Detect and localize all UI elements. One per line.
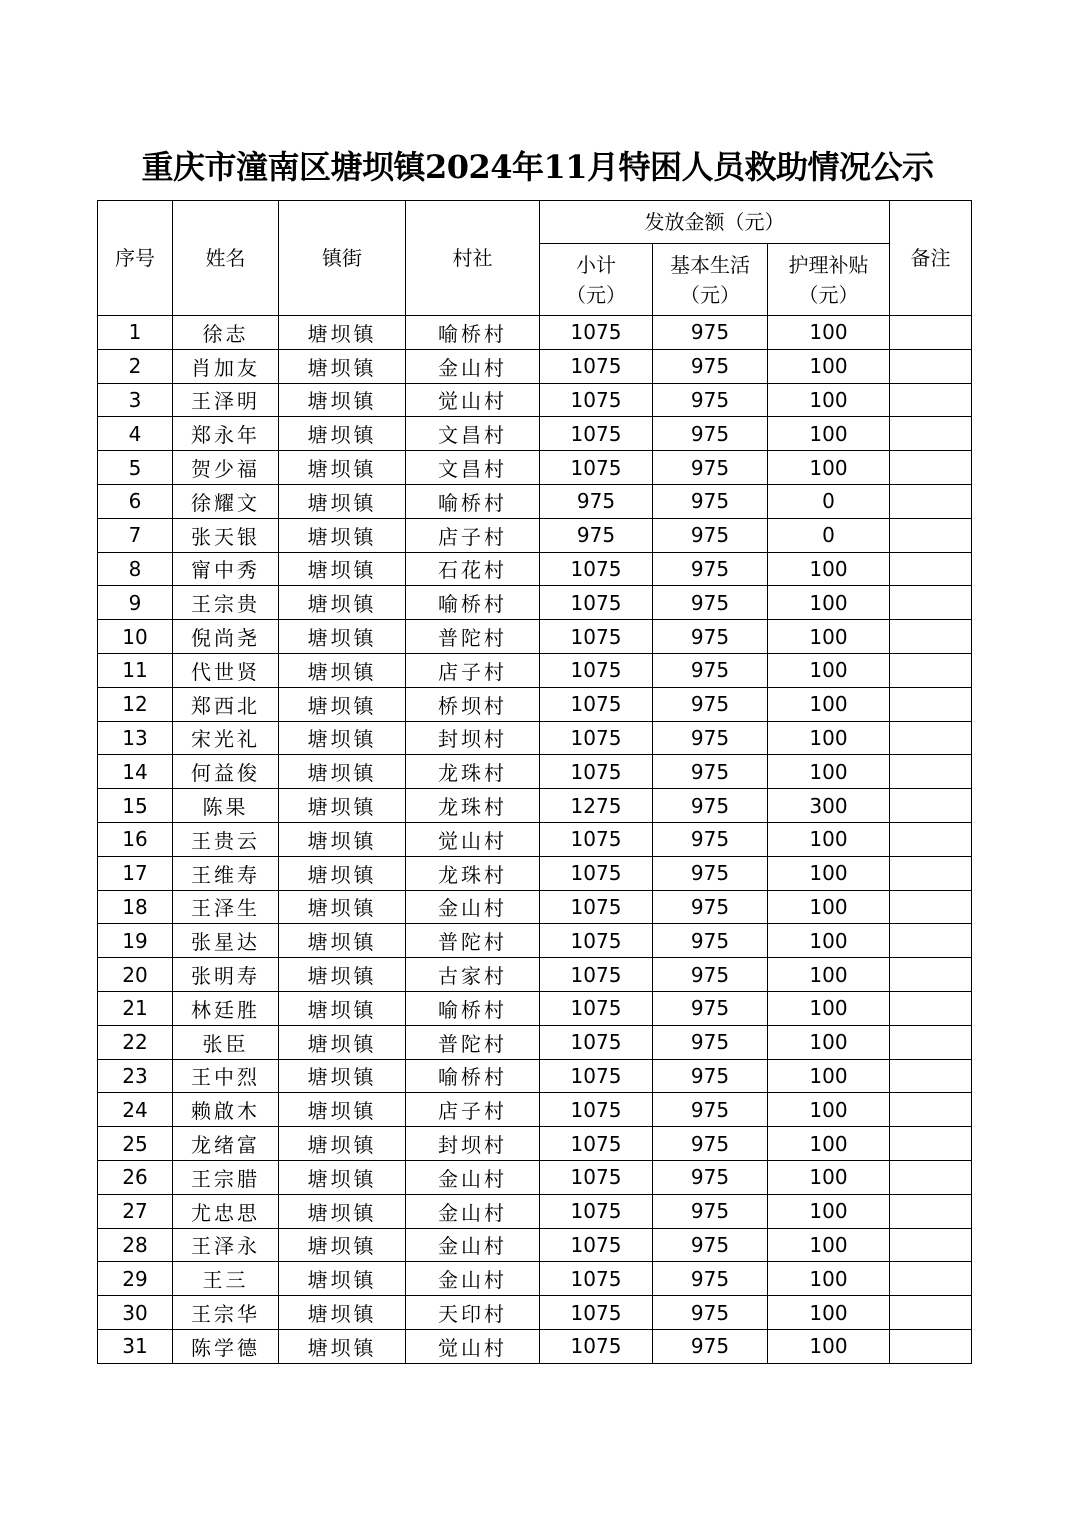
table-row (98, 856, 972, 890)
cell-town: 塘坝镇 (279, 1194, 406, 1228)
cell-remark (890, 518, 972, 552)
cell-care: 0 (768, 484, 890, 518)
cell-town: 塘坝镇 (279, 789, 406, 823)
cell-name: 王三 (173, 1262, 279, 1296)
cell-care: 100 (768, 1160, 890, 1194)
cell-name: 林廷胜 (173, 991, 279, 1025)
cell-basic: 975 (653, 653, 768, 687)
table-row (98, 1329, 972, 1363)
cell-remark (890, 924, 972, 958)
table-body (98, 316, 972, 1364)
cell-basic: 975 (653, 890, 768, 924)
cell-name: 龙绪富 (173, 1127, 279, 1161)
cell-remark (890, 1296, 972, 1330)
table-row (98, 1262, 972, 1296)
cell-remark (890, 1194, 972, 1228)
cell-town: 塘坝镇 (279, 383, 406, 417)
cell-care: 100 (768, 890, 890, 924)
cell-remark (890, 1059, 972, 1093)
cell-remark (890, 1160, 972, 1194)
cell-seq: 15 (98, 789, 173, 823)
cell-care: 100 (768, 1127, 890, 1161)
cell-subtotal: 1075 (540, 924, 653, 958)
cell-subtotal: 1075 (540, 1194, 653, 1228)
table-row (98, 1025, 972, 1059)
cell-name: 郑永年 (173, 417, 279, 451)
header-amount-group: 发放金额（元） (540, 201, 890, 244)
cell-seq: 22 (98, 1025, 173, 1059)
cell-seq: 19 (98, 924, 173, 958)
cell-remark (890, 349, 972, 383)
cell-seq: 28 (98, 1228, 173, 1262)
cell-name: 甯中秀 (173, 552, 279, 586)
cell-care: 100 (768, 653, 890, 687)
cell-subtotal: 1075 (540, 417, 653, 451)
cell-basic: 975 (653, 518, 768, 552)
cell-village: 喻桥村 (406, 991, 540, 1025)
cell-care: 100 (768, 383, 890, 417)
cell-village: 天印村 (406, 1296, 540, 1330)
cell-village: 觉山村 (406, 822, 540, 856)
cell-remark (890, 890, 972, 924)
cell-subtotal: 1075 (540, 1025, 653, 1059)
table-row (98, 890, 972, 924)
cell-town: 塘坝镇 (279, 890, 406, 924)
cell-town: 塘坝镇 (279, 1160, 406, 1194)
table-row (98, 552, 972, 586)
cell-basic: 975 (653, 383, 768, 417)
header-remark: 备注 (890, 201, 972, 316)
cell-seq: 24 (98, 1093, 173, 1127)
cell-town: 塘坝镇 (279, 620, 406, 654)
cell-name: 王宗贵 (173, 586, 279, 620)
cell-seq: 13 (98, 721, 173, 755)
cell-town: 塘坝镇 (279, 822, 406, 856)
cell-subtotal: 1075 (540, 1160, 653, 1194)
cell-care: 100 (768, 417, 890, 451)
cell-basic: 975 (653, 552, 768, 586)
header-basic-unit: （元） (680, 282, 740, 307)
header-care (768, 244, 890, 316)
cell-subtotal: 1075 (540, 383, 653, 417)
cell-name: 陈果 (173, 789, 279, 823)
cell-basic: 975 (653, 1194, 768, 1228)
cell-care: 100 (768, 586, 890, 620)
cell-seq: 3 (98, 383, 173, 417)
cell-village: 喻桥村 (406, 316, 540, 350)
cell-subtotal: 1075 (540, 620, 653, 654)
cell-town: 塘坝镇 (279, 924, 406, 958)
cell-town: 塘坝镇 (279, 991, 406, 1025)
table-row (98, 789, 972, 823)
cell-town: 塘坝镇 (279, 451, 406, 485)
table-row (98, 1228, 972, 1262)
cell-basic: 975 (653, 856, 768, 890)
cell-name: 倪尚尧 (173, 620, 279, 654)
header-basic (653, 244, 768, 316)
cell-basic: 975 (653, 822, 768, 856)
cell-subtotal: 1075 (540, 687, 653, 721)
cell-village: 觉山村 (406, 1329, 540, 1363)
cell-care: 100 (768, 451, 890, 485)
cell-village: 封坝村 (406, 721, 540, 755)
table-row (98, 991, 972, 1025)
table-header (98, 201, 972, 316)
cell-seq: 6 (98, 484, 173, 518)
cell-subtotal: 1075 (540, 316, 653, 350)
header-subtotal (540, 244, 653, 316)
table-row (98, 620, 972, 654)
cell-seq: 23 (98, 1059, 173, 1093)
cell-subtotal: 1075 (540, 349, 653, 383)
cell-name: 王宗华 (173, 1296, 279, 1330)
table-row (98, 484, 972, 518)
cell-care: 100 (768, 856, 890, 890)
table-row (98, 1194, 972, 1228)
cell-seq: 31 (98, 1329, 173, 1363)
cell-village: 金山村 (406, 1262, 540, 1296)
cell-name: 王泽生 (173, 890, 279, 924)
cell-basic: 975 (653, 721, 768, 755)
cell-care: 100 (768, 1296, 890, 1330)
cell-subtotal: 1075 (540, 451, 653, 485)
cell-care: 100 (768, 316, 890, 350)
page-title: 重庆市潼南区塘坝镇2024年11月特困人员救助情况公示 (141, 148, 934, 186)
cell-name: 贺少福 (173, 451, 279, 485)
header-basic-label: 基本生活 (670, 252, 750, 277)
cell-basic: 975 (653, 620, 768, 654)
cell-subtotal: 1075 (540, 856, 653, 890)
cell-name: 王宗腊 (173, 1160, 279, 1194)
cell-basic: 975 (653, 687, 768, 721)
cell-village: 喻桥村 (406, 586, 540, 620)
cell-basic: 975 (653, 349, 768, 383)
cell-subtotal: 1075 (540, 755, 653, 789)
cell-care: 100 (768, 552, 890, 586)
cell-remark (890, 1228, 972, 1262)
cell-town: 塘坝镇 (279, 552, 406, 586)
cell-town: 塘坝镇 (279, 721, 406, 755)
cell-remark (890, 653, 972, 687)
table-row (98, 1059, 972, 1093)
cell-village: 文昌村 (406, 451, 540, 485)
header-subtotal-label: 小计 (576, 252, 616, 277)
cell-village: 普陀村 (406, 924, 540, 958)
cell-seq: 26 (98, 1160, 173, 1194)
cell-basic: 975 (653, 586, 768, 620)
cell-name: 尤忠思 (173, 1194, 279, 1228)
cell-subtotal: 1075 (540, 890, 653, 924)
cell-subtotal: 1075 (540, 1228, 653, 1262)
cell-care: 100 (768, 721, 890, 755)
cell-subtotal: 1075 (540, 991, 653, 1025)
table-row (98, 451, 972, 485)
cell-town: 塘坝镇 (279, 1262, 406, 1296)
header-seq: 序号 (98, 201, 173, 316)
cell-village: 封坝村 (406, 1127, 540, 1161)
cell-name: 王中烈 (173, 1059, 279, 1093)
cell-village: 喻桥村 (406, 484, 540, 518)
cell-name: 张明寿 (173, 958, 279, 992)
cell-basic: 975 (653, 1059, 768, 1093)
cell-seq: 5 (98, 451, 173, 485)
cell-village: 文昌村 (406, 417, 540, 451)
cell-village: 普陀村 (406, 1025, 540, 1059)
cell-remark (890, 1262, 972, 1296)
cell-name: 何益俊 (173, 755, 279, 789)
cell-town: 塘坝镇 (279, 1228, 406, 1262)
cell-care: 300 (768, 789, 890, 823)
table-row (98, 1160, 972, 1194)
cell-basic: 975 (653, 1093, 768, 1127)
cell-care: 100 (768, 687, 890, 721)
cell-seq: 30 (98, 1296, 173, 1330)
cell-town: 塘坝镇 (279, 1329, 406, 1363)
header-village: 村社 (406, 201, 540, 316)
cell-remark (890, 687, 972, 721)
cell-remark (890, 721, 972, 755)
cell-remark (890, 822, 972, 856)
cell-remark (890, 383, 972, 417)
cell-subtotal: 1075 (540, 1093, 653, 1127)
header-subtotal-unit: （元） (566, 282, 626, 307)
cell-name: 宋光礼 (173, 721, 279, 755)
cell-seq: 20 (98, 958, 173, 992)
cell-basic: 975 (653, 451, 768, 485)
cell-seq: 12 (98, 687, 173, 721)
table-row (98, 755, 972, 789)
cell-subtotal: 1075 (540, 721, 653, 755)
cell-village: 龙珠村 (406, 856, 540, 890)
cell-name: 肖加友 (173, 349, 279, 383)
cell-basic: 975 (653, 1329, 768, 1363)
cell-village: 金山村 (406, 349, 540, 383)
cell-seq: 14 (98, 755, 173, 789)
cell-basic: 975 (653, 1296, 768, 1330)
cell-remark (890, 417, 972, 451)
header-care-label: 护理补贴 (788, 252, 869, 277)
cell-care: 100 (768, 1262, 890, 1296)
table-row (98, 349, 972, 383)
table-row (98, 417, 972, 451)
cell-remark (890, 856, 972, 890)
cell-name: 张臣 (173, 1025, 279, 1059)
cell-village: 桥坝村 (406, 687, 540, 721)
cell-care: 100 (768, 822, 890, 856)
table-row (98, 316, 972, 350)
cell-care: 100 (768, 1194, 890, 1228)
table-row (98, 1296, 972, 1330)
cell-basic: 975 (653, 417, 768, 451)
cell-basic: 975 (653, 1160, 768, 1194)
cell-town: 塘坝镇 (279, 1093, 406, 1127)
cell-remark (890, 1329, 972, 1363)
cell-remark (890, 1127, 972, 1161)
cell-care: 100 (768, 1329, 890, 1363)
cell-seq: 9 (98, 586, 173, 620)
cell-village: 龙珠村 (406, 789, 540, 823)
cell-subtotal: 975 (540, 518, 653, 552)
cell-seq: 27 (98, 1194, 173, 1228)
cell-name: 王泽明 (173, 383, 279, 417)
cell-village: 金山村 (406, 890, 540, 924)
cell-name: 王维寿 (173, 856, 279, 890)
cell-subtotal: 1075 (540, 1127, 653, 1161)
cell-remark (890, 620, 972, 654)
cell-subtotal: 975 (540, 484, 653, 518)
cell-town: 塘坝镇 (279, 518, 406, 552)
cell-seq: 11 (98, 653, 173, 687)
table-row (98, 822, 972, 856)
cell-basic: 975 (653, 755, 768, 789)
cell-village: 龙珠村 (406, 755, 540, 789)
table-row (98, 924, 972, 958)
cell-village: 普陀村 (406, 620, 540, 654)
cell-seq: 2 (98, 349, 173, 383)
cell-seq: 17 (98, 856, 173, 890)
cell-basic: 975 (653, 1262, 768, 1296)
cell-name: 王泽永 (173, 1228, 279, 1262)
cell-basic: 975 (653, 1228, 768, 1262)
cell-town: 塘坝镇 (279, 349, 406, 383)
cell-name: 郑西北 (173, 687, 279, 721)
cell-seq: 21 (98, 991, 173, 1025)
table-row (98, 958, 972, 992)
cell-subtotal: 1075 (540, 653, 653, 687)
cell-village: 石花村 (406, 552, 540, 586)
cell-remark (890, 484, 972, 518)
cell-town: 塘坝镇 (279, 586, 406, 620)
cell-town: 塘坝镇 (279, 1025, 406, 1059)
cell-care: 100 (768, 924, 890, 958)
header-town: 镇街 (279, 201, 406, 316)
cell-town: 塘坝镇 (279, 417, 406, 451)
table-row (98, 687, 972, 721)
cell-remark (890, 316, 972, 350)
cell-remark (890, 1093, 972, 1127)
cell-village: 店子村 (406, 653, 540, 687)
cell-basic: 975 (653, 924, 768, 958)
cell-subtotal: 1075 (540, 1296, 653, 1330)
cell-care: 100 (768, 1059, 890, 1093)
cell-subtotal: 1075 (540, 586, 653, 620)
cell-name: 赖啟木 (173, 1093, 279, 1127)
cell-town: 塘坝镇 (279, 856, 406, 890)
cell-town: 塘坝镇 (279, 316, 406, 350)
cell-subtotal: 1075 (540, 1262, 653, 1296)
cell-basic: 975 (653, 991, 768, 1025)
cell-care: 100 (768, 1025, 890, 1059)
cell-care: 100 (768, 620, 890, 654)
cell-seq: 4 (98, 417, 173, 451)
cell-subtotal: 1075 (540, 958, 653, 992)
cell-village: 金山村 (406, 1194, 540, 1228)
cell-basic: 975 (653, 958, 768, 992)
table-row (98, 1093, 972, 1127)
cell-town: 塘坝镇 (279, 484, 406, 518)
cell-basic: 975 (653, 316, 768, 350)
cell-remark (890, 1025, 972, 1059)
cell-name: 徐耀文 (173, 484, 279, 518)
cell-town: 塘坝镇 (279, 958, 406, 992)
cell-seq: 25 (98, 1127, 173, 1161)
cell-name: 张星达 (173, 924, 279, 958)
cell-remark (890, 552, 972, 586)
cell-remark (890, 755, 972, 789)
cell-remark (890, 958, 972, 992)
table-row (98, 721, 972, 755)
cell-village: 喻桥村 (406, 1059, 540, 1093)
cell-care: 100 (768, 1228, 890, 1262)
cell-subtotal: 1075 (540, 1059, 653, 1093)
cell-town: 塘坝镇 (279, 1296, 406, 1330)
cell-name: 徐志 (173, 316, 279, 350)
cell-name: 代世贤 (173, 653, 279, 687)
table-row (98, 383, 972, 417)
cell-subtotal: 1075 (540, 552, 653, 586)
cell-seq: 1 (98, 316, 173, 350)
cell-subtotal: 1075 (540, 822, 653, 856)
cell-village: 觉山村 (406, 383, 540, 417)
table-row (98, 653, 972, 687)
cell-care: 100 (768, 755, 890, 789)
table-row (98, 586, 972, 620)
cell-town: 塘坝镇 (279, 687, 406, 721)
cell-town: 塘坝镇 (279, 1059, 406, 1093)
cell-subtotal: 1075 (540, 1329, 653, 1363)
cell-remark (890, 991, 972, 1025)
cell-seq: 29 (98, 1262, 173, 1296)
header-care-unit: （元） (798, 282, 859, 307)
relief-table (97, 200, 972, 1364)
cell-town: 塘坝镇 (279, 653, 406, 687)
cell-seq: 7 (98, 518, 173, 552)
cell-name: 陈学德 (173, 1329, 279, 1363)
cell-basic: 975 (653, 484, 768, 518)
table-row (98, 518, 972, 552)
cell-village: 金山村 (406, 1228, 540, 1262)
cell-care: 100 (768, 991, 890, 1025)
cell-basic: 975 (653, 1127, 768, 1161)
cell-seq: 16 (98, 822, 173, 856)
cell-basic: 975 (653, 789, 768, 823)
cell-subtotal: 1275 (540, 789, 653, 823)
cell-town: 塘坝镇 (279, 1127, 406, 1161)
cell-village: 古家村 (406, 958, 540, 992)
cell-seq: 10 (98, 620, 173, 654)
cell-care: 100 (768, 349, 890, 383)
cell-remark (890, 789, 972, 823)
cell-name: 王贵云 (173, 822, 279, 856)
cell-village: 金山村 (406, 1160, 540, 1194)
cell-seq: 18 (98, 890, 173, 924)
cell-basic: 975 (653, 1025, 768, 1059)
header-name: 姓名 (173, 201, 279, 316)
cell-town: 塘坝镇 (279, 755, 406, 789)
cell-care: 0 (768, 518, 890, 552)
cell-village: 店子村 (406, 518, 540, 552)
cell-care: 100 (768, 1093, 890, 1127)
cell-name: 张天银 (173, 518, 279, 552)
cell-seq: 8 (98, 552, 173, 586)
table-row (98, 1127, 972, 1161)
cell-care: 100 (768, 958, 890, 992)
cell-remark (890, 451, 972, 485)
cell-remark (890, 586, 972, 620)
cell-village: 店子村 (406, 1093, 540, 1127)
